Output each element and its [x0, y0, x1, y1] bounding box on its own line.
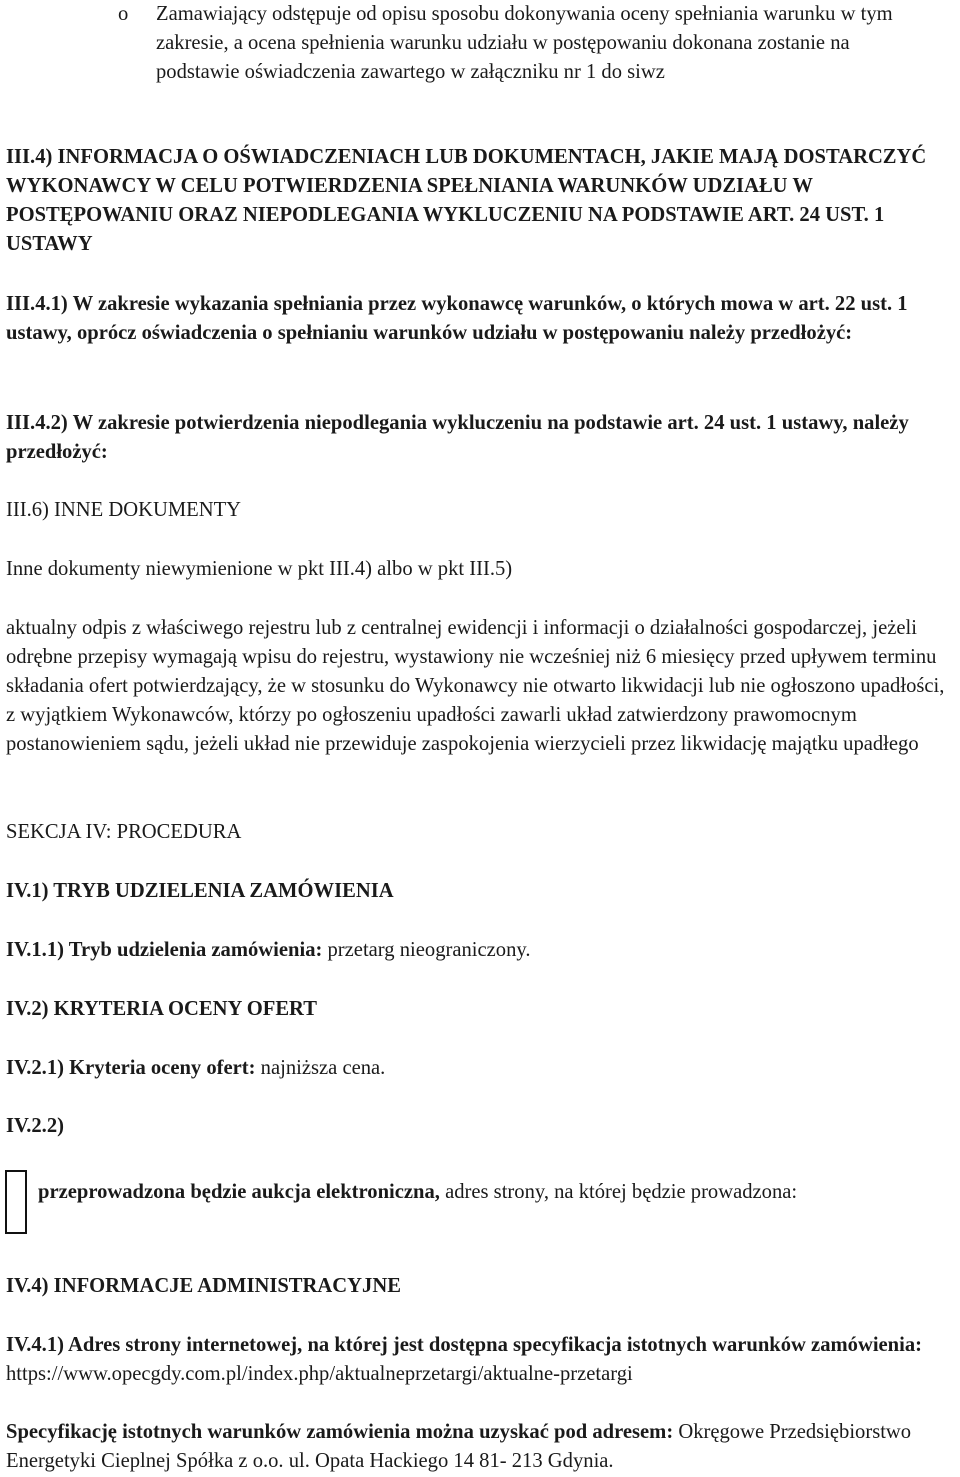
heading-iv-4: IV.4) INFORMACJE ADMINISTRACYJNE [6, 1275, 401, 1297]
paragraph-iii-4-1: III.4.1) W zakresie wykazania spełniania przez wykonawcę warunków, o których mowa w art. 22 ust. 1 ustawy, oprócz oświadczenia o spełnianiu warunków udziału w postępowaniu należy przedłożyć: [6, 293, 908, 344]
section-title-iv: SEKCJA IV: PROCEDURA [6, 821, 242, 843]
label-iv-2-1: IV.2.1) Kryteria oceny ofert: [6, 1057, 256, 1079]
specification-address-paragraph [6, 1418, 956, 1476]
value-iv-2-1: najniższa cena. [255, 1057, 386, 1079]
label-iv-1-1: IV.1.1) Tryb udzielenia zamówienia: [6, 939, 323, 961]
heading-iv-2: IV.2) KRYTERIA OCENY OFERT [6, 998, 317, 1020]
bullet-text: Zamawiający odstępuje od opisu sposobu dokonywania oceny spełniania warunku w tym zakresie, a ocena spełnienia warunku udziału w postępowaniu dokonana zostanie na podstawie oświadczenia zawartego w załączniku nr 1 do siwz [156, 3, 893, 83]
auction-checkbox[interactable] [5, 1170, 27, 1234]
paragraph-iv-1-1 [6, 936, 956, 965]
section-heading-iii-4: III.4) INFORMACJA O OŚWIADCZENIACH LUB DOKUMENTACH, JAKIE MAJĄ DOSTARCZYĆ WYKONAWCY W CELU POTWIERDZENIA SPEŁNIANIA WARUNKÓW UDZIAŁU W POSTĘPOWANIU ORAZ NIEPODLEGANIA WYKLUCZENIU NA PODSTAWIE ART. 24 UST. 1 USTAWY [6, 146, 927, 255]
specification-address-value: Okręgowe Przedsiębiorstwo Energetyki Cieplnej Spółka z o.o. ul. Opata Hackiego 14 81- 213 Gdynia. [6, 1421, 912, 1472]
label-iv-4-1: IV.4.1) Adres strony internetowej, na której jest dostępna specyfikacja istotnych warunków zamówienia: [6, 1334, 923, 1356]
specification-url[interactable]: https://www.opecgdy.com.pl/index.php/aktualneprzetargi/aktualne-przetargi [6, 1363, 633, 1385]
specification-address-label: Specyfikację istotnych warunków zamówienia można uzyskać pod adresem: [6, 1421, 674, 1443]
auction-label: przeprowadzona będzie aukcja elektroniczna, [38, 1181, 440, 1203]
bullet-marker: o [118, 3, 129, 25]
paragraph-iii-4-2: III.4.2) W zakresie potwierdzenia niepodlegania wykluczeniu na podstawie art. 24 ust. 1 ustawy, należy przedłożyć: [6, 412, 909, 463]
paragraph-iv-2-1 [6, 1054, 956, 1083]
value-iv-1-1: przetarg nieograniczony. [322, 939, 531, 961]
auction-description: adres strony, na której będzie prowadzona: [439, 1181, 798, 1203]
other-documents-line: Inne dokumenty niewymienione w pkt III.4) albo w pkt III.5) [6, 558, 513, 580]
heading-iv-1: IV.1) TRYB UDZIELENIA ZAMÓWIENIA [6, 880, 394, 902]
paragraph-iv-4-1 [6, 1331, 956, 1389]
paragraph-iv-2-2: IV.2.2) [6, 1115, 64, 1137]
section-heading-iii-6: III.6) INNE DOKUMENTY [6, 499, 242, 521]
other-documents-paragraph: aktualny odpis z właściwego rejestru lub z centralnej ewidencji i informacji o działalności gospodarczej, jeżeli odrębne przepisy wymagają wpisu do rejestru, wystawiony nie wcześniej niż 6 miesięcy przed upływem terminu składania ofert potwierdzający, że w stosunku do Wykonawcy nie otwarto likwidacji lub nie ogłoszono upadłości, z wyjątkiem Wykonawców, którzy po ogłoszeniu upadłości zawarli układ zatwierdzony prawomocnym postanowieniem sądu, jeżeli układ nie przewiduje zaspokojenia wierzycieli przez likwidację majątku upadłego [6, 617, 945, 755]
auction-text [38, 1178, 938, 1207]
